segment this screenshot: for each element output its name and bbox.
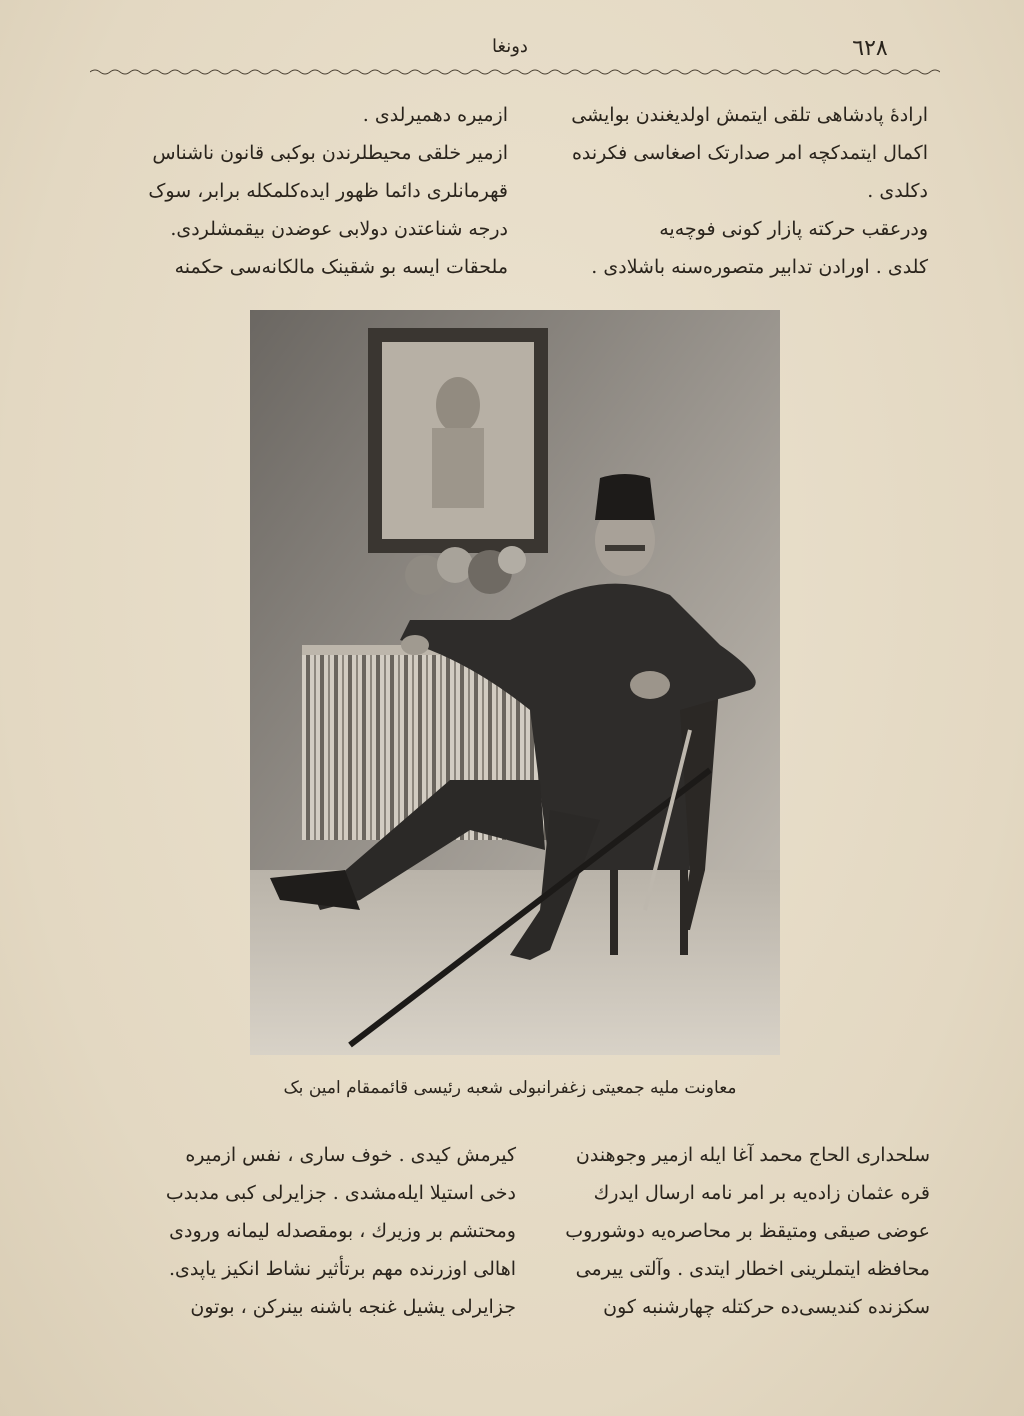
text-line: اکمال ایتمدکچه امر صدارتک اصغاسی فکرنده xyxy=(571,142,928,164)
text-column-top-right xyxy=(548,96,928,286)
running-header-title: دونغا xyxy=(492,36,528,57)
text-line: ازمیره دهمیرلدی . xyxy=(362,104,508,126)
text-line: ملحقات ایسه بو شقینک مالکانه‌سی حکمنه xyxy=(174,256,508,278)
text-column-top-left xyxy=(96,96,508,286)
photo-caption: معاونت ملیه جمعیتی زغفرانبولی شعبه رئیسی قائممقام امین بک xyxy=(283,1078,737,1098)
portrait-photo-icon xyxy=(250,310,780,1055)
page-number: ٦٢٨ xyxy=(852,36,888,61)
text-line: ارادهٔ پادشاهی تلقی ایتمش اولدیغندن بوایشی xyxy=(571,104,928,126)
text-line: محافظه ایتملرینی اخطار ایتدی . وآلتی ییرمی xyxy=(575,1258,930,1280)
text-line: ودرعقب حرکته پازار کونی فوچه‌یه xyxy=(659,218,928,240)
header-rule xyxy=(90,68,940,76)
text-line: ازمیر خلقی محیطلرندن بوکبی قانون ناشناس xyxy=(152,142,508,164)
text-line: اهالی اوزرنده مهم برتأثیر نشاط انکیز یاپدی. xyxy=(168,1258,516,1280)
text-line: درجه شناعتدن دولابی عوضدن بیقمشلردی. xyxy=(170,218,508,240)
text-line: عوضی صیقی ومتیقظ بر محاصره‌یه دوشوروب xyxy=(565,1220,930,1242)
text-line: قهرمانلری دائما ظهور ایده‌کلمکله برابر، سوک xyxy=(148,180,508,202)
text-line: قره عثمان زاده‌یه بر امر نامه ارسال ایدرك xyxy=(593,1182,930,1204)
text-line: کیرمش کیدی . خوف ساری ، نفس ازمیره xyxy=(185,1144,516,1166)
text-column-bottom-right xyxy=(545,1136,930,1326)
text-line: ومحتشم بر وزیرك ، بومقصدله لیمانه ورودی xyxy=(169,1220,516,1242)
text-line: سکزنده کندیسی‌ده حرکتله چهارشنبه کون xyxy=(603,1296,930,1318)
text-line: دکلدی . xyxy=(867,180,928,202)
text-line: کلدی . اورادن تدابیر متصوره‌سنه باشلادی . xyxy=(591,256,928,278)
text-line: دخی استیلا ایله‌مشدی . جزایرلی کبی مدبدب xyxy=(165,1182,516,1204)
text-column-bottom-left xyxy=(96,1136,516,1326)
portrait-photo xyxy=(250,310,780,1055)
text-line: سلحداری الحاج محمد آغا ایله ازمیر وجوهندن xyxy=(575,1144,930,1166)
text-line: جزایرلی یشیل غنجه باشنه بینرکن ، بوتون xyxy=(190,1296,516,1318)
